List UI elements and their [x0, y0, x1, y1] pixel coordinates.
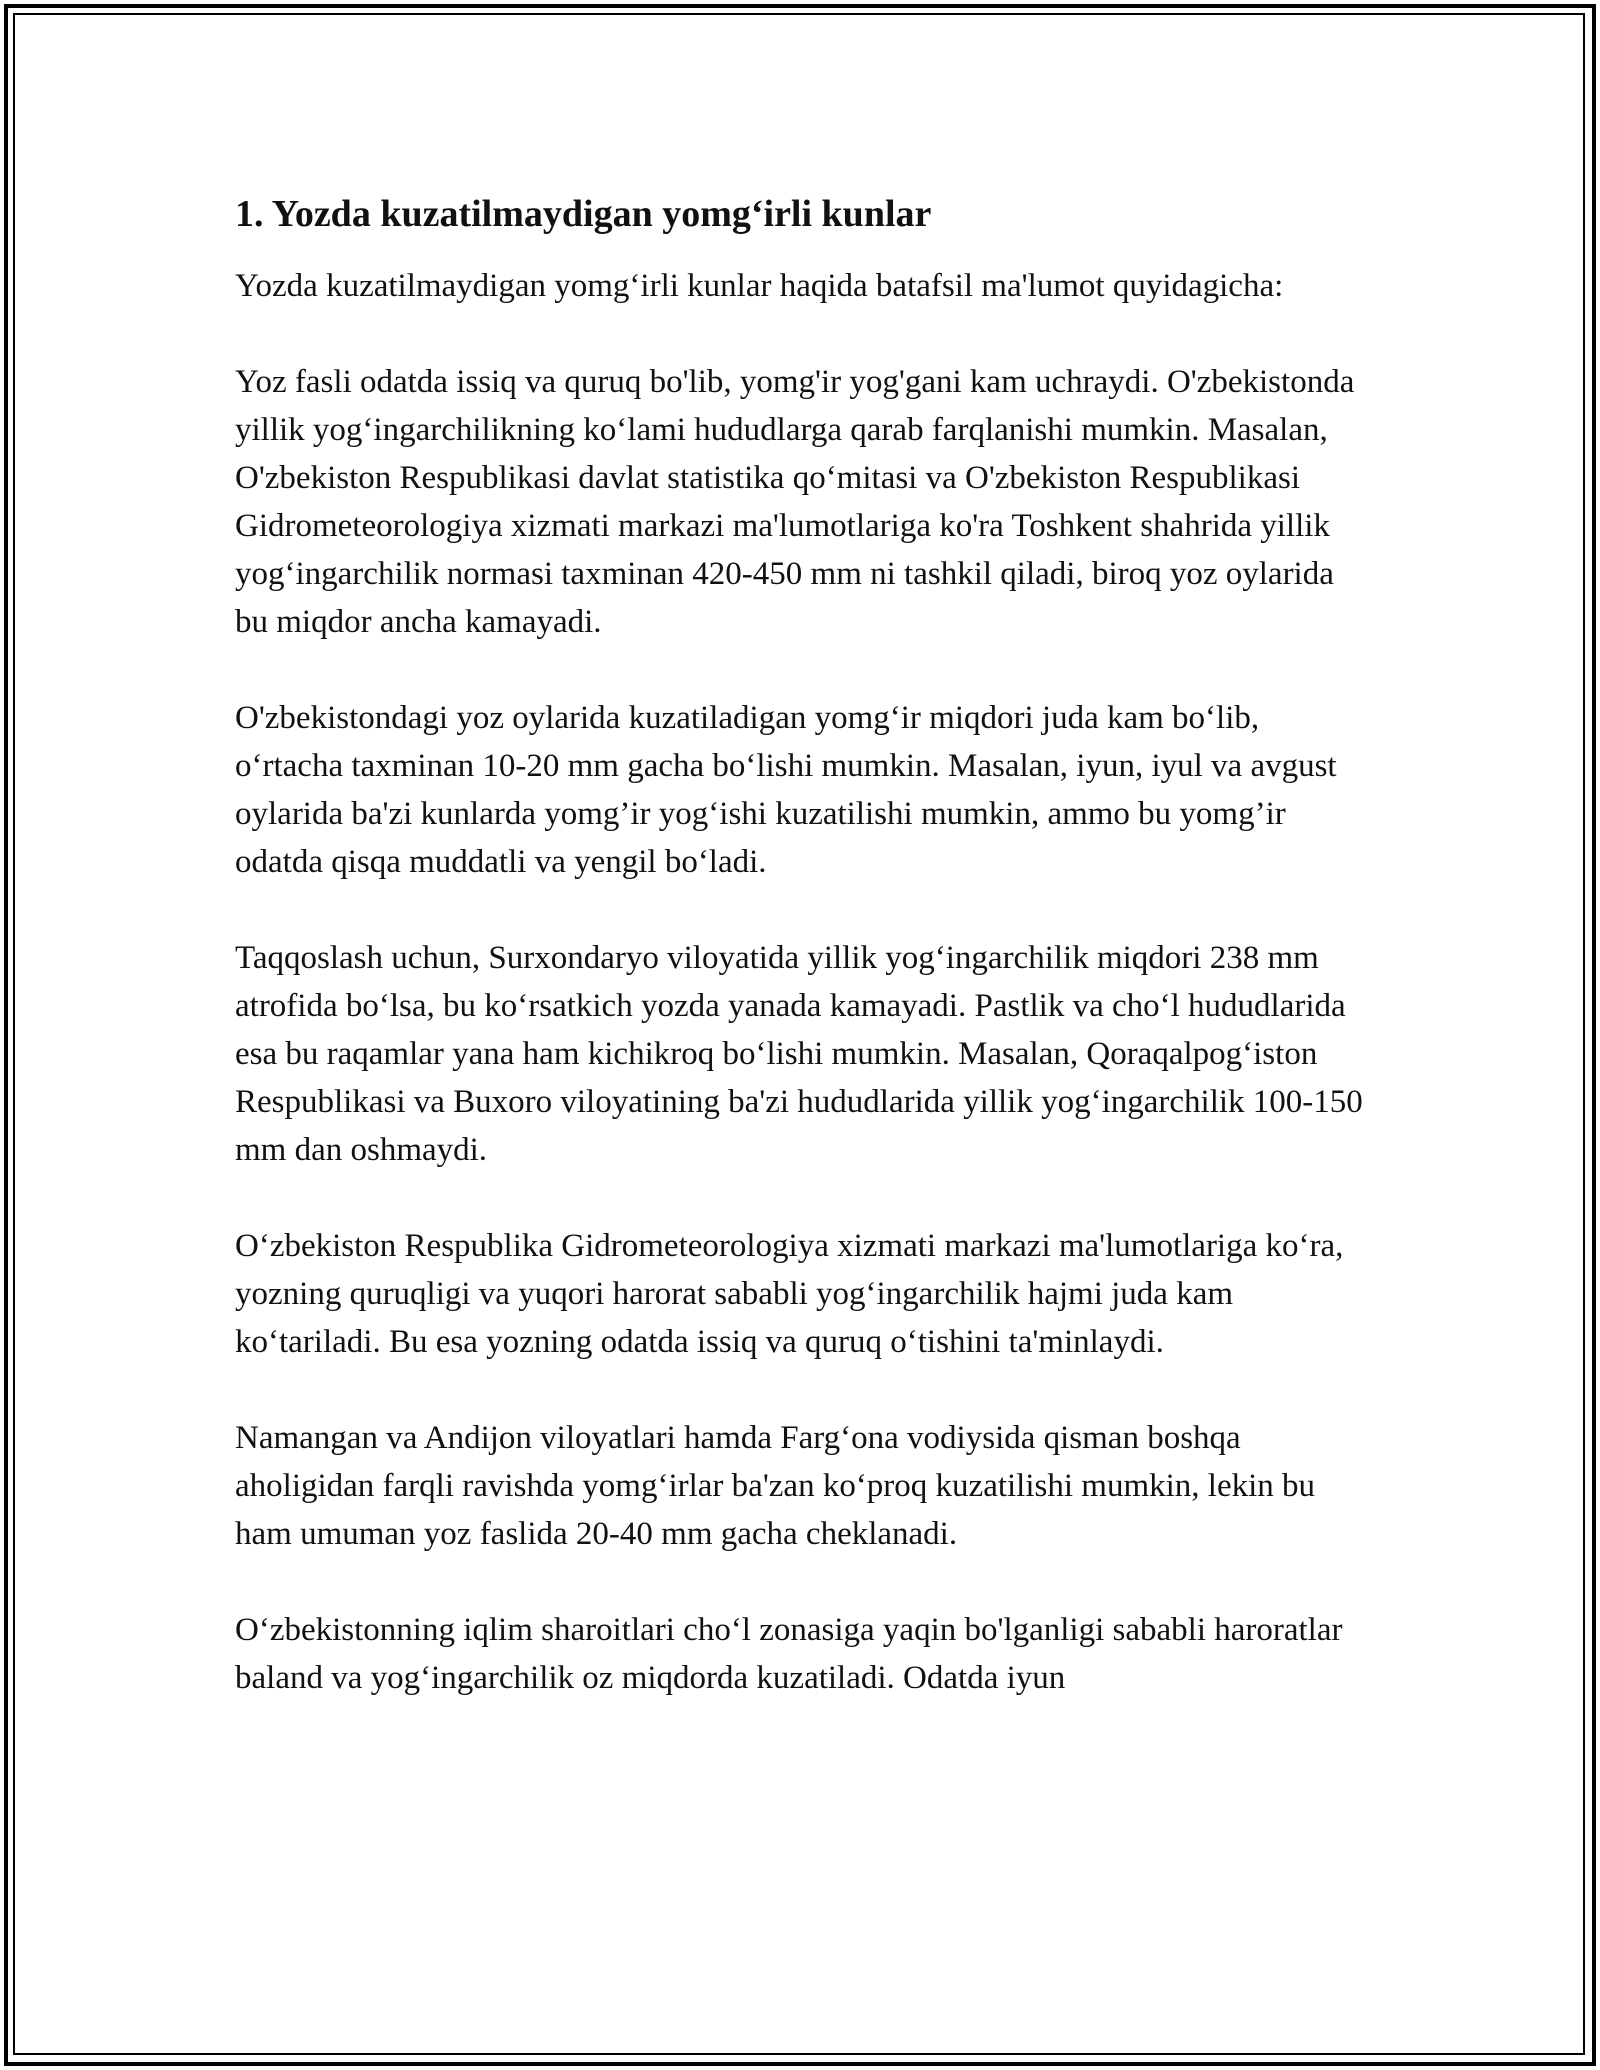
section-heading: 1. Yozda kuzatilmaydigan yomg‘irli kunlar — [235, 193, 932, 235]
paragraph-hydromet-data: O‘zbekiston Respublika Gidrometeorologiya xizmati markazi ma'lumotlariga ko‘ra, yozning quruqligi va yuqori harorat sababli yog‘ingarchilik hajmi juda kam ko‘tariladi. Bu esa yozning odatda issiq va quruq o‘tishini ta'minlaydi. — [235, 1228, 1344, 1360]
paragraph-surxondaryo-comparison: Taqqoslash uchun, Surxondaryo viloyatida yillik yog‘ingarchilik miqdori 238 mm atrofida bo‘lsa, bu ko‘rsatkich yozda yanada kamayadi. Pastlik va cho‘l hududlarida esa bu raqamlar yana ham kichikroq bo‘lishi mumkin. Masalan, Qoraqalpog‘iston Respublikasi va Buxoro viloyatining ba'zi hududlarida yillik yog‘ingarchilik 100-150 mm dan oshmaydi. — [235, 940, 1363, 1168]
paragraph-intro: Yozda kuzatilmaydigan yomg‘irli kunlar haqida batafsil ma'lumot quyidagicha: — [235, 268, 1284, 304]
paragraph-tashkent-rainfall: Yoz fasli odatda issiq va quruq bo'lib, yomg'ir yog'gani kam uchraydi. O'zbekistonda yillik yog‘ingarchilikning ko‘lami hududlarga qarab farqlanishi mumkin. Masalan, O'zbekiston Respublikasi davlat statistika qo‘mitasi va O'zbekiston Respublikasi Gidrometeorologiya xizmati markazi ma'lumotlariga ko'ra Toshkent shahrida yillik yog‘ingarchilik normasi taxminan 420-450 mm ni tashkil qiladi, biroq yoz oylarida bu miqdor ancha kamayadi. — [235, 364, 1355, 640]
paragraph-summer-rainfall: O'zbekistondagi yoz oylarida kuzatiladigan yomg‘ir miqdori juda kam bo‘lib, o‘rtacha taxminan 10-20 mm gacha bo‘lishi mumkin. Masalan, iyun, iyul va avgust oylarida ba'zi kunlarda yomg’ir yog‘ishi kuzatilishi mumkin, ammo bu yomg’ir odatda qisqa muddatli va yengil bo‘ladi. — [235, 700, 1337, 880]
document-body — [235, 188, 1365, 1750]
paragraph-fergana-valley: Namangan va Andijon viloyatlari hamda Farg‘ona vodiysida qisman boshqa aholigidan farqli ravishda yomg‘irlar ba'zan ko‘proq kuzatilishi mumkin, lekin bu ham umuman yoz faslida 20-40 mm gacha cheklanadi. — [235, 1420, 1316, 1552]
paragraph-climate-conditions: O‘zbekistonning iqlim sharoitlari cho‘l zonasiga yaqin bo'lganligi sababli haroratlar baland va yog‘ingarchilik oz miqdorda kuzatiladi. Odatda iyun — [235, 1612, 1343, 1696]
